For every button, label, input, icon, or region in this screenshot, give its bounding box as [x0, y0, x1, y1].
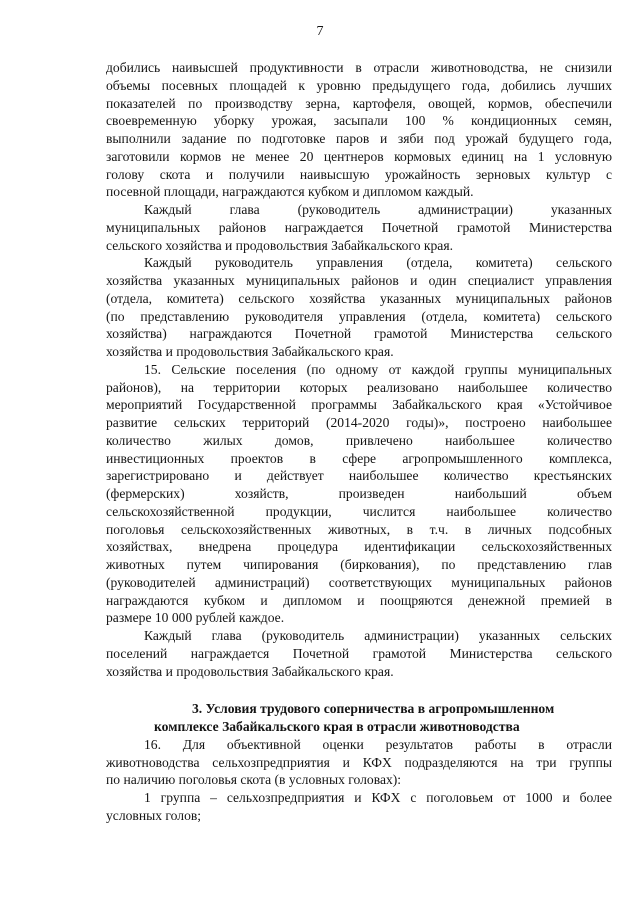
text-line: хозяйства) награждаются Почетной грамотой Министерства сельского [106, 326, 612, 342]
text-line: условных голов; [106, 807, 202, 823]
paragraph [106, 736, 612, 789]
paragraph [106, 627, 612, 680]
text-line: количество жилых домов, привлечено наибольшее количество [106, 432, 612, 448]
paragraph [106, 361, 612, 627]
text-line: 16. Для объективной оценки результатов работы в отрасли [144, 736, 612, 752]
text-line: посевной площади, награждаются кубком и дипломом каждый. [106, 184, 474, 200]
text-line: по наличию поголовья скота (в условных головах): [106, 772, 402, 788]
text-line: добились наивысшей продуктивности в отрасли животноводства, не снизили [106, 60, 612, 75]
text-line: мероприятий Государственной программы Забайкальского края «Устойчивое [106, 397, 612, 413]
text-line: хозяйства указанных муниципальных районов и один специалист управления [106, 273, 612, 288]
text-line: 1 группа – сельхозпредприятия и КФХ с поголовьем от 1000 и более [144, 790, 612, 805]
text-line: Каждый глава (руководитель администрации) указанных сельских [144, 628, 612, 643]
text-line: выполнили задание по подготовке паров и зяби под урожай будущего года, [106, 131, 612, 146]
text-line: Каждый глава (руководитель администрации) указанных [144, 202, 612, 217]
text-line: сельскохозяйственной продукции, числится наибольшее количество [106, 503, 612, 519]
text-line: своевременную уборку урожая, засыпали 100 % кондиционных семян, [106, 113, 612, 129]
paragraph [106, 254, 612, 361]
text-line: хозяйствах, внедрена процедура идентификации сельскохозяйственных [106, 539, 612, 555]
page-number: 7 [316, 24, 324, 39]
text-line: показателей по производству зерна, картофеля, овощей, кормов, обеспечили [106, 95, 612, 111]
text-line: животных путем чипирования (биркования), по представлению глав [106, 557, 612, 572]
text-line: голову скота и получили наивысшую урожайность зерновых культур с [106, 166, 612, 182]
section-heading-line: комплексе Забайкальского края в отрасли животноводства [154, 719, 520, 734]
paragraph [106, 789, 612, 825]
paragraph [106, 59, 612, 201]
text-line: муниципальных районов награждается Почетной грамотой Министерства [106, 219, 612, 235]
text-line: объемы посевных площадей к уровню предыдущего года, добились лучших [106, 77, 612, 93]
spacer [106, 680, 612, 700]
text-line: сельского хозяйства и продовольствия Забайкальского края. [106, 237, 453, 253]
text-line: хозяйства и продовольствия Забайкальского края. [106, 663, 394, 679]
text-line: (руководителей администраций) соответствующих муниципальных районов [106, 574, 612, 590]
text-line: поголовья сельскохозяйственных животных, в т.ч. в личных подсобных [106, 521, 612, 537]
text-line: районов), на территории которых реализовано наибольшее количество [106, 379, 612, 395]
section-heading-line: 3. Условия трудового соперничества в агропромышленном [192, 701, 555, 717]
text-line: Каждый руководитель управления (отдела, комитета) сельского [144, 255, 612, 271]
text-line: 15. Сельские поселения (по одному от каждой группы муниципальных [144, 361, 612, 377]
text-line: инвестиционных проектов в сфере агропромышленного комплекса, [106, 450, 612, 466]
text-line: животноводства сельхозпредприятия и КФХ подразделяются на три группы [106, 754, 612, 770]
document-body [106, 59, 612, 825]
text-line: (по представлению руководителя управления (отдела, комитета) сельского [106, 308, 612, 324]
paragraph [106, 201, 612, 254]
text-line: развитие сельских территорий (2014-2020 годы)», построено наибольшее [106, 415, 612, 430]
text-line: зарегистрировано и действует наибольшее количество крестьянских [106, 468, 612, 484]
text-line: награждаются кубком и дипломом и поощряются денежной премией в [106, 592, 612, 608]
text-line: (отдела, комитета) сельского хозяйства указанных муниципальных районов [106, 290, 612, 306]
text-line: поселений награждается Почетной грамотой Министерства сельского [106, 645, 612, 661]
text-line: заготовили кормов не менее 20 центнеров кормовых единиц на 1 условную [106, 148, 612, 164]
text-line: (фермерских) хозяйств, произведен наибольший объем [106, 486, 612, 501]
section-heading [106, 700, 612, 736]
text-line: размере 10 000 рублей каждое. [106, 610, 285, 626]
text-line: хозяйства и продовольствия Забайкальского края. [106, 344, 394, 359]
